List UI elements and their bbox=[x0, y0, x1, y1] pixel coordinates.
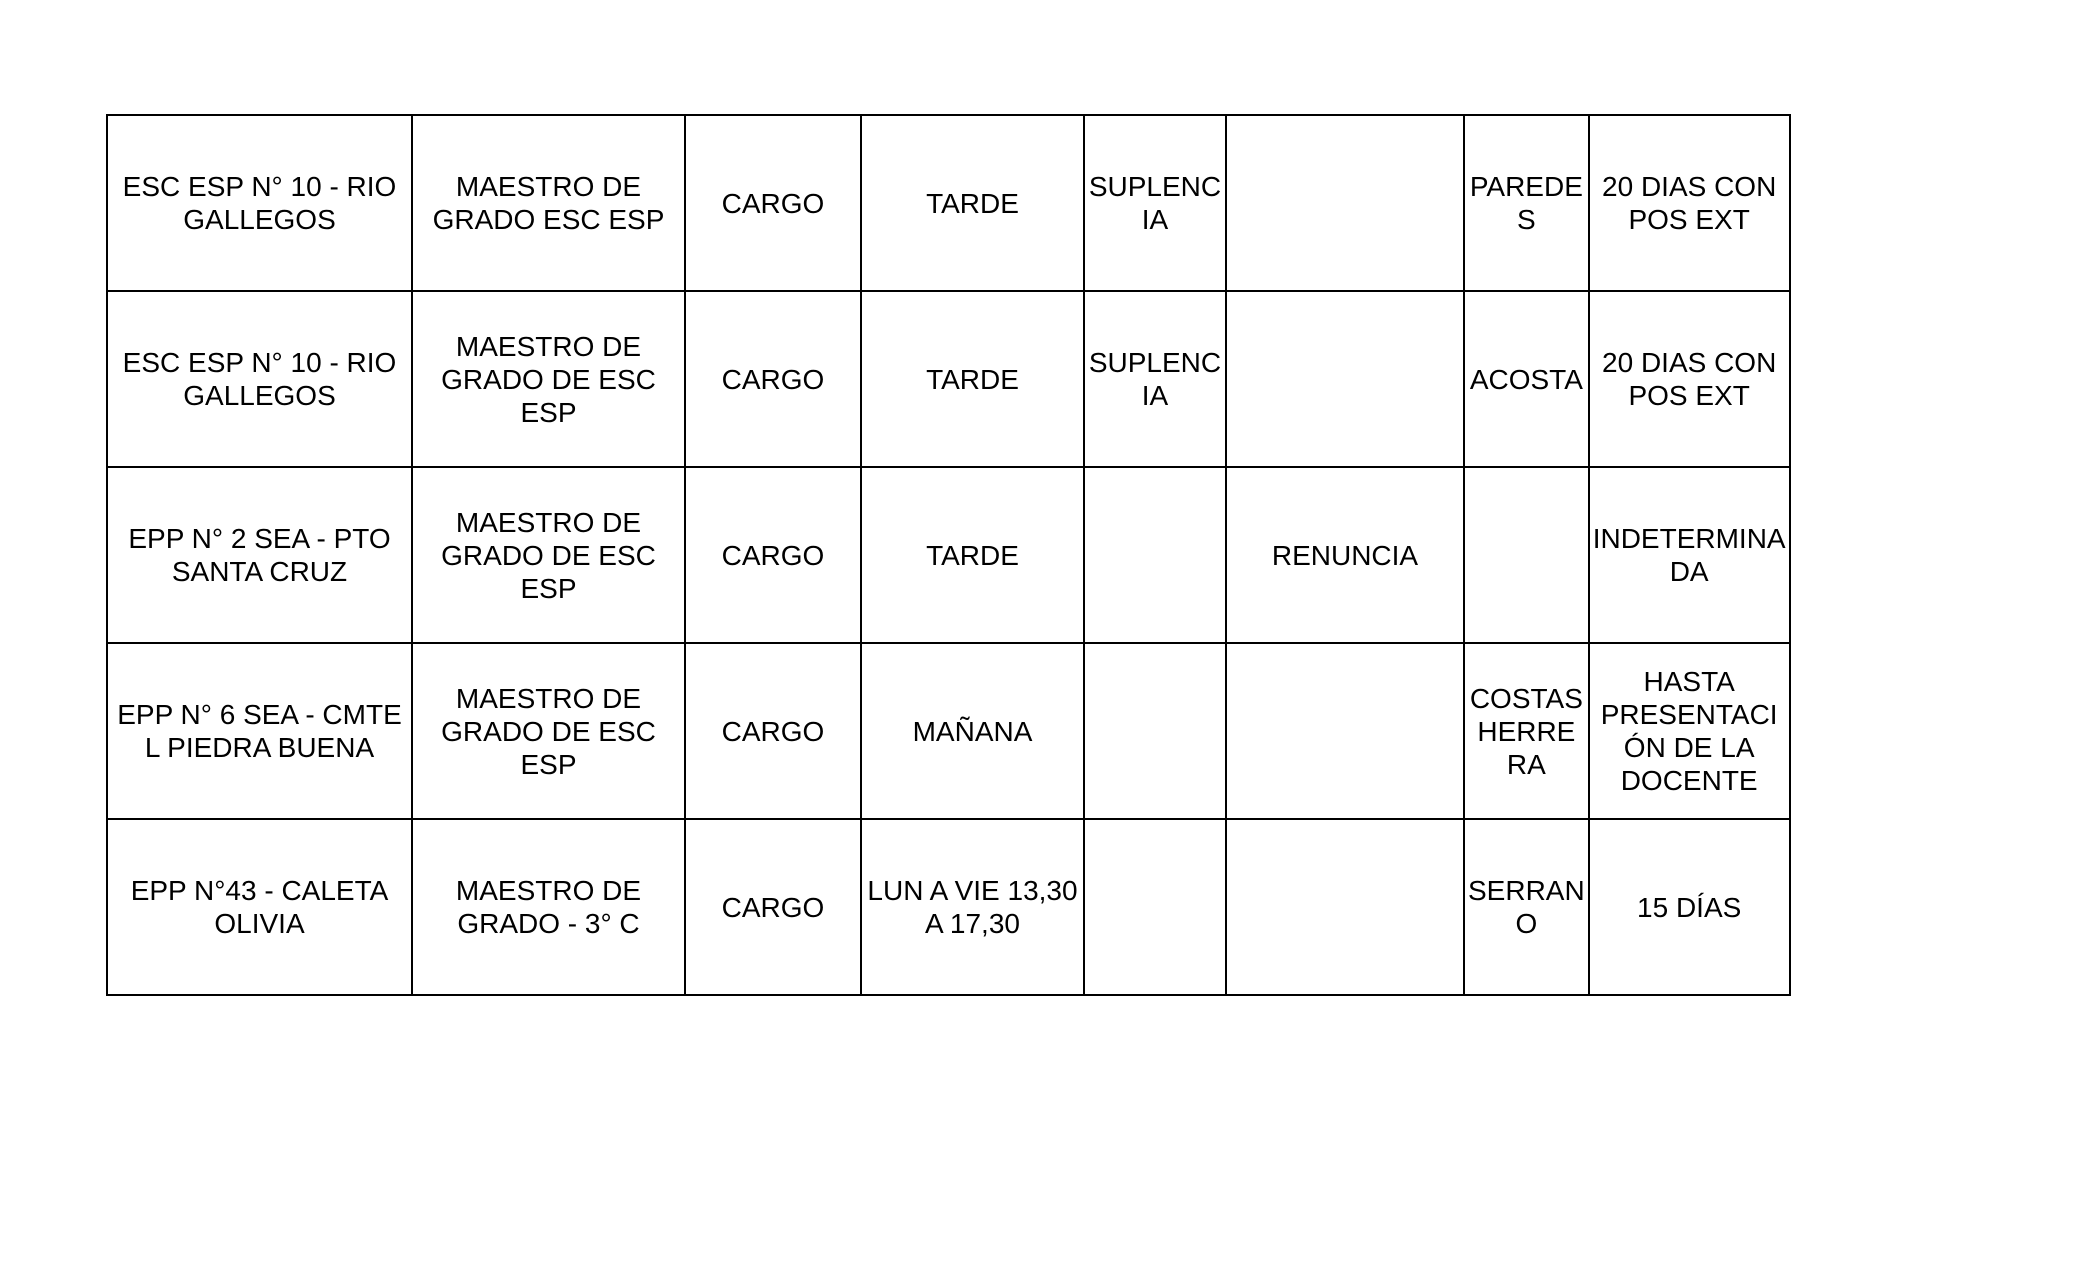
shift-cell: MAÑANA bbox=[861, 643, 1084, 819]
school-cell: ESC ESP N° 10 - RIO GALLEGOS bbox=[107, 115, 412, 291]
situation-cell bbox=[1084, 643, 1226, 819]
reason-cell bbox=[1226, 643, 1464, 819]
period-cell: INDETERMINA DA bbox=[1589, 467, 1790, 643]
type-cell: CARGO bbox=[685, 643, 861, 819]
period-cell: 15 DÍAS bbox=[1589, 819, 1790, 995]
holder-cell bbox=[1464, 467, 1589, 643]
position-cell: MAESTRO DE GRADO DE ESC ESP bbox=[412, 291, 685, 467]
reason-cell bbox=[1226, 291, 1464, 467]
shift-cell: TARDE bbox=[861, 467, 1084, 643]
holder-cell: COSTAS HERRE RA bbox=[1464, 643, 1589, 819]
position-cell: MAESTRO DE GRADO DE ESC ESP bbox=[412, 467, 685, 643]
period-cell: HASTA PRESENTACI ÓN DE LA DOCENTE bbox=[1589, 643, 1790, 819]
period-cell: 20 DIAS CON POS EXT bbox=[1589, 291, 1790, 467]
position-cell: MAESTRO DE GRADO - 3° C bbox=[412, 819, 685, 995]
position-cell: MAESTRO DE GRADO ESC ESP bbox=[412, 115, 685, 291]
situation-cell bbox=[1084, 467, 1226, 643]
school-cell: EPP N° 2 SEA - PTO SANTA CRUZ bbox=[107, 467, 412, 643]
reason-cell bbox=[1226, 819, 1464, 995]
school-cell: EPP N°43 - CALETA OLIVIA bbox=[107, 819, 412, 995]
holder-cell: SERRAN O bbox=[1464, 819, 1589, 995]
school-cell: EPP N° 6 SEA - CMTE L PIEDRA BUENA bbox=[107, 643, 412, 819]
shift-cell: TARDE bbox=[861, 115, 1084, 291]
shift-cell: TARDE bbox=[861, 291, 1084, 467]
shift-cell: LUN A VIE 13,30 A 17,30 bbox=[861, 819, 1084, 995]
type-cell: CARGO bbox=[685, 467, 861, 643]
table-row bbox=[107, 819, 1790, 995]
period-cell: 20 DIAS CON POS EXT bbox=[1589, 115, 1790, 291]
situation-cell: SUPLENC IA bbox=[1084, 291, 1226, 467]
type-cell: CARGO bbox=[685, 115, 861, 291]
reason-cell: RENUNCIA bbox=[1226, 467, 1464, 643]
table-row bbox=[107, 115, 1790, 291]
reason-cell bbox=[1226, 115, 1464, 291]
type-cell: CARGO bbox=[685, 819, 861, 995]
position-cell: MAESTRO DE GRADO DE ESC ESP bbox=[412, 643, 685, 819]
table-row bbox=[107, 643, 1790, 819]
school-cell: ESC ESP N° 10 - RIO GALLEGOS bbox=[107, 291, 412, 467]
type-cell: CARGO bbox=[685, 291, 861, 467]
table-row bbox=[107, 291, 1790, 467]
situation-cell bbox=[1084, 819, 1226, 995]
situation-cell: SUPLENC IA bbox=[1084, 115, 1226, 291]
holder-cell: PAREDE S bbox=[1464, 115, 1589, 291]
table-row bbox=[107, 467, 1790, 643]
holder-cell: ACOSTA bbox=[1464, 291, 1589, 467]
vacancies-table bbox=[106, 114, 1791, 996]
